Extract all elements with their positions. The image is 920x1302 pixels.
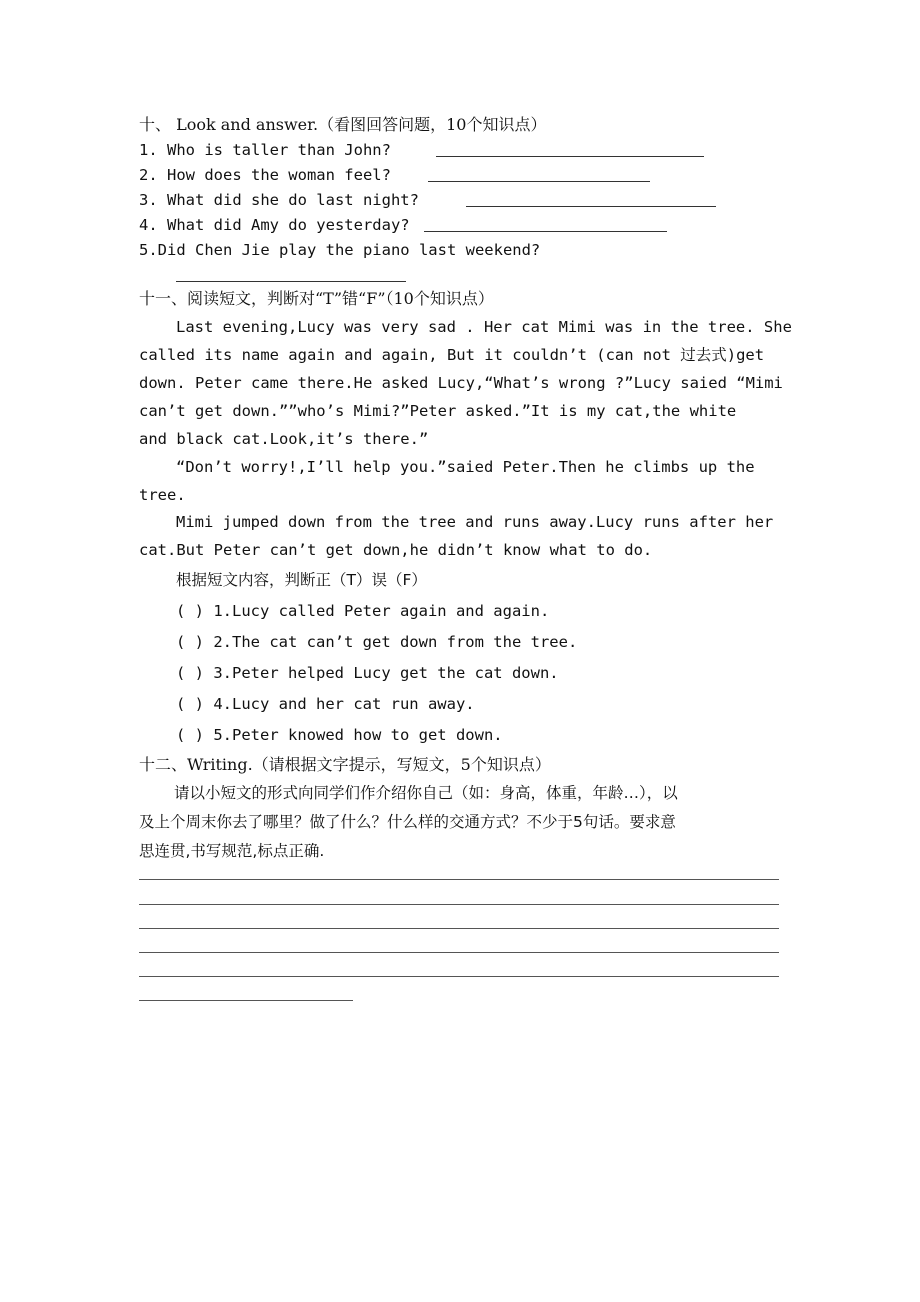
passage-line: “Don’t worry!,I’ll help you.”saied Peter.Then he climbs up the <box>176 458 755 476</box>
writing-prompt-line: 请以小短文的形式向同学们作介绍你自己（如：身高，体重，年龄…），以 <box>174 784 678 802</box>
tf-answer-box[interactable]: ( ) <box>176 633 204 651</box>
answer-blank-2[interactable] <box>428 181 650 182</box>
answer-blank-4[interactable] <box>424 231 667 232</box>
question-3: 3. What did she do last night? <box>139 191 419 209</box>
writing-prompt-line: 思连贯,书写规范,标点正确. <box>139 842 325 860</box>
writing-line[interactable] <box>139 952 779 953</box>
writing-prompt-line: 及上个周末你去了哪里？做了什么？什么样的交通方式？不少于5句话。要求意 <box>139 813 676 831</box>
tf-statement: 4.Lucy and her cat run away. <box>213 695 475 713</box>
passage-line: called its name again and again, But it couldn’t (can not 过去式)get <box>139 346 765 364</box>
true-false-instruction: 根据短文内容，判断正（T）误（F） <box>176 571 427 589</box>
tf-statement: 1.Lucy called Peter again and again. <box>213 602 550 620</box>
tf-statement: 5.Peter knowed how to get down. <box>213 726 503 744</box>
answer-blank-5[interactable] <box>176 281 406 282</box>
tf-answer-box[interactable]: ( ) <box>176 602 204 620</box>
tf-item-1 <box>176 601 549 621</box>
passage-line: Last evening,Lucy was very sad . Her cat Mimi was in the tree. She <box>176 318 792 336</box>
question-1: 1. Who is taller than John? <box>139 141 391 159</box>
section-11-title: 十一、阅读短文，判断对“T”错“F”（10个知识点） <box>139 289 494 308</box>
passage-line: down. Peter came there.He asked Lucy,“What’s wrong ?”Lucy saied “Mimi <box>139 374 783 392</box>
tf-answer-box[interactable]: ( ) <box>176 695 204 713</box>
passage-line: tree. <box>139 486 186 504</box>
tf-statement: 2.The cat can’t get down from the tree. <box>213 633 578 651</box>
answer-blank-1[interactable] <box>436 156 704 157</box>
writing-line[interactable] <box>139 976 779 977</box>
question-4: 4. What did Amy do yesterday? <box>139 216 410 234</box>
tf-item-3 <box>176 663 559 683</box>
passage-line: and black cat.Look,it’s there.” <box>139 430 429 448</box>
question-5: 5.Did Chen Jie play the piano last weekend? <box>139 241 541 259</box>
writing-line[interactable] <box>139 879 779 880</box>
tf-item-5 <box>176 725 503 745</box>
question-2: 2. How does the woman feel? <box>139 166 391 184</box>
tf-answer-box[interactable]: ( ) <box>176 726 204 744</box>
answer-blank-3[interactable] <box>466 206 716 207</box>
writing-line[interactable] <box>139 1000 353 1001</box>
tf-item-2 <box>176 632 577 652</box>
writing-line[interactable] <box>139 928 779 929</box>
writing-line[interactable] <box>139 904 779 905</box>
section-10-title: 十、 Look and answer.（看图回答问题，10个知识点） <box>139 115 547 134</box>
tf-answer-box[interactable]: ( ) <box>176 664 204 682</box>
passage-line: Mimi jumped down from the tree and runs away.Lucy runs after her <box>176 513 774 531</box>
section-12-title: 十二、Writing.（请根据文字提示，写短文，5个知识点） <box>139 755 551 774</box>
tf-statement: 3.Peter helped Lucy get the cat down. <box>213 664 559 682</box>
passage-line: can’t get down.””who’s Mimi?”Peter asked.”It is my cat,the white <box>139 402 737 420</box>
passage-line: cat.But Peter can’t get down,he didn’t know what to do. <box>139 541 653 559</box>
tf-item-4 <box>176 694 475 714</box>
